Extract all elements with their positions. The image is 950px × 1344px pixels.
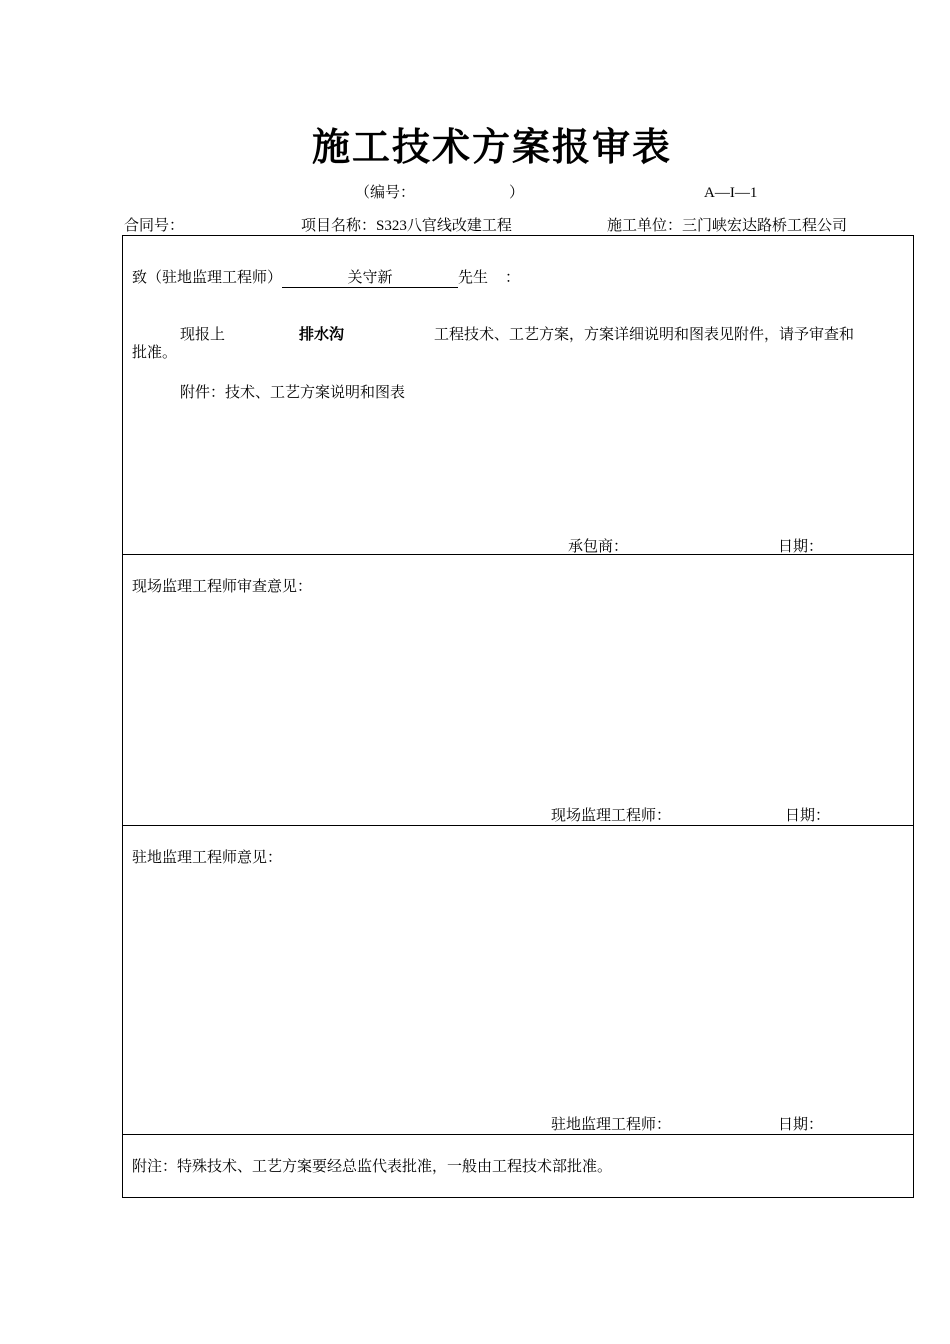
field-engineer-date-label: 日期： bbox=[785, 808, 831, 824]
submission-section bbox=[123, 236, 913, 555]
contractor-sign-label: 承包商： bbox=[568, 539, 629, 555]
resident-engineer-section bbox=[123, 826, 913, 1135]
mr-label: 先生 bbox=[458, 270, 489, 286]
engineer-name: 关守新 bbox=[282, 269, 458, 288]
report-text-cont: 批准。 bbox=[132, 345, 178, 361]
report-item: 排水沟 bbox=[299, 326, 345, 343]
addressee-line bbox=[132, 269, 520, 288]
contractor-unit: 施工单位：三门峡宏达路桥工程公司 bbox=[607, 218, 848, 234]
field-engineer-sign-label: 现场监理工程师： bbox=[551, 808, 672, 824]
addressee-label: 致（驻地监理工程师） bbox=[132, 270, 283, 286]
resident-engineer-date-label: 日期： bbox=[778, 1117, 824, 1133]
approval-note: 附注：特殊技术、工艺方案要经总监代表批准，一般由工程技术部批准。 bbox=[132, 1159, 613, 1175]
report-text: 工程技术、工艺方案，方案详细说明和图表见附件，请予审查和 bbox=[434, 327, 855, 343]
attachment-line: 附件：技术、工艺方案说明和图表 bbox=[180, 385, 406, 401]
resident-engineer-sign-label: 驻地监理工程师： bbox=[551, 1117, 672, 1133]
page-title: 施工技术方案报审表 bbox=[311, 127, 672, 169]
resident-engineer-heading: 驻地监理工程师意见： bbox=[132, 850, 283, 866]
project-name: 项目名称：S323八官线改建工程 bbox=[301, 218, 512, 234]
number-close: ） bbox=[509, 185, 525, 201]
addressee-colon: ： bbox=[505, 270, 521, 286]
report-prefix: 现报上 bbox=[180, 327, 226, 343]
contract-label: 合同号： bbox=[124, 218, 185, 234]
number-label: （编号： bbox=[355, 185, 416, 201]
field-engineer-section bbox=[123, 555, 913, 826]
field-engineer-heading: 现场监理工程师审查意见： bbox=[132, 579, 313, 595]
form-code: A—I—1 bbox=[704, 185, 758, 201]
contractor-date-label: 日期： bbox=[778, 539, 824, 555]
note-section bbox=[123, 1135, 913, 1197]
review-form bbox=[122, 235, 914, 1198]
